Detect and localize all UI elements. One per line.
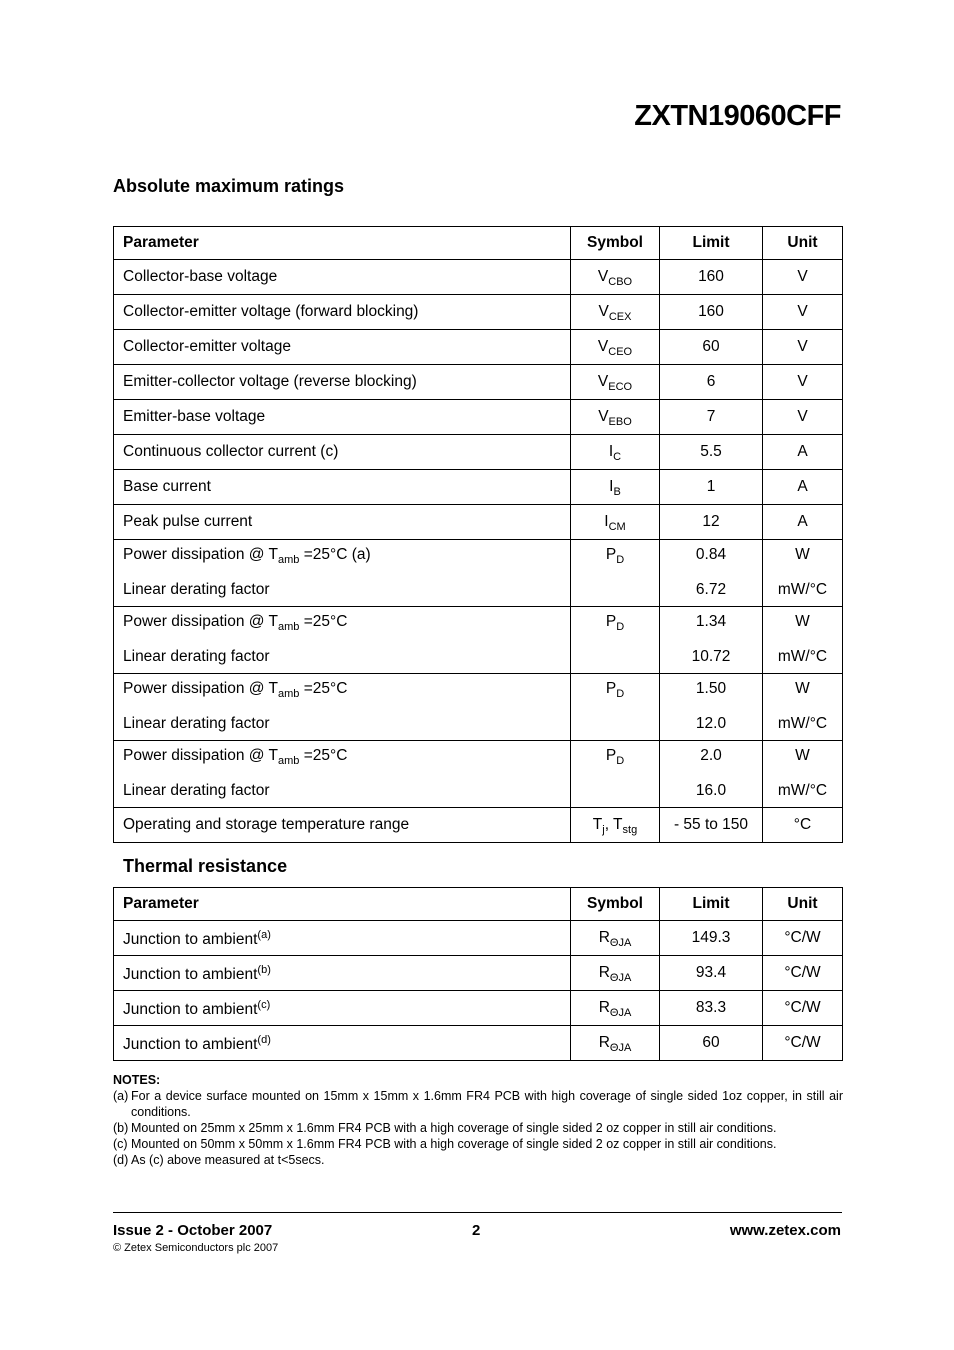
power-dissipation-text: Power dissipation @ $T_{amb} =25^\circ C$ [123,680,348,700]
table-row [114,365,843,400]
unit-cell [763,1026,843,1061]
limit-cell [660,365,763,400]
limit-value: 1.34 [695,613,727,630]
footer-page-number: 2 [472,1222,481,1239]
parameter-cell [114,295,571,330]
note-text: Mounted on 25mm x 25mm x 1.6mm FR4 PCB with a high coverage of single sided 2 oz copper in still air conditions. [131,1121,777,1135]
limit-value: 60 [702,1034,720,1051]
symbol-cell [571,295,660,330]
symbol-subscript: CEX [608,311,632,323]
symbol-base: P [605,680,617,697]
unit-value: W [795,680,810,697]
table-row [114,505,843,540]
table-row [114,400,843,435]
limit-cell [660,470,763,505]
unit-cell [763,808,843,843]
unit-value: °C [793,816,812,833]
note-item [113,1152,843,1168]
note-text: Mounted on 50mm x 50mm x 1.6mm FR4 PCB with a high coverage of single sided 2 oz copper in still air conditions. [131,1137,777,1151]
parameter-cell [114,505,571,540]
limit-cell [660,505,763,540]
unit-value: W [795,546,810,563]
symbol [598,929,632,949]
limit-value-derating: 10.72 [691,648,731,665]
footnote-marker: (b) [257,964,271,976]
thermal-resistance-table [113,887,843,1061]
table-row [114,295,843,330]
parameter-cell [114,400,571,435]
symbol-cell [571,505,660,540]
limit-cell [660,435,763,470]
table-row [114,330,843,365]
symbol-cell [571,607,660,674]
power-dissipation-text: Power dissipation @ $T_{amb} =25^\circ C$ (a) [123,546,371,566]
section-heading-thermal-resistance: Thermal resistance [123,856,288,876]
column-header-parameter: Parameter [114,227,571,260]
note-item [113,1088,843,1120]
symbol-subscript: B [613,486,621,498]
unit-value-derating: mW/°C [777,581,828,598]
symbol-subscript: stg [622,824,638,836]
unit-value: °C/W [784,964,821,981]
derating-text: Linear derating factor [123,782,270,799]
unit-value-derating: mW/°C [777,715,828,732]
column-header-limit: Limit [660,888,763,921]
limit-value: - 55 to 150 [673,816,749,833]
note-item [113,1136,843,1152]
symbol [598,1034,632,1054]
column-header-symbol: Symbol [571,888,660,921]
symbol-subscript: ECO [608,381,633,393]
unit-value: °C/W [784,1034,821,1051]
symbol [597,338,633,358]
symbol-base: V [598,408,609,425]
power-dissipation-text: Power dissipation @ $T_{amb} =25^\circ C$ [123,613,348,633]
symbol-subscript: CM [608,521,626,533]
unit-cell [763,470,843,505]
table-row [114,674,843,741]
note-text: For a device surface mounted on 15mm x 15mm x 1.6mm FR4 PCB with high coverage of single sided 1oz copper, in still air conditions. [131,1089,843,1119]
column-header-parameter: Parameter [114,888,571,921]
limit-cell [660,1026,763,1061]
unit-cell [763,505,843,540]
symbol-subscript: D [616,621,625,633]
limit-value: 160 [698,268,724,285]
section-heading-absolute-maximum-ratings: Absolute maximum ratings [113,176,345,196]
parameter-text: Peak pulse current [123,513,253,530]
parameter-cell [114,991,571,1026]
limit-cell [660,260,763,295]
symbol [609,478,621,498]
symbol-base: P [605,747,617,764]
parameter-cell [114,365,571,400]
symbol [605,546,625,566]
footer-copyright: © Zetex Semiconductors plc 2007 [113,1242,279,1254]
symbol-subscript: D [616,554,625,566]
parameter-text: Continuous collector current (c) [123,443,339,460]
parameter-text: Junction to ambient$^{(a)}$ [123,929,271,948]
limit-cell [660,991,763,1026]
notes-block [113,1072,843,1168]
derating-text: Linear derating factor [123,715,270,732]
unit-value: V [797,303,808,320]
symbol-base: V [597,268,609,285]
limit-cell [660,607,763,674]
derating-text: Linear derating factor [123,581,270,598]
footer-website-link[interactable]: www.zetex.com [729,1222,841,1239]
table-row [114,260,843,295]
unit-cell [763,991,843,1026]
notes-heading: NOTES: [113,1073,161,1087]
limit-cell [660,921,763,956]
parameter-cell [114,435,571,470]
note-key: (d) [113,1153,129,1167]
symbol-subscript: EBO [608,416,632,428]
footer-issue: Issue 2 - October 2007 [113,1222,273,1239]
symbol-cell [571,674,660,741]
note-key: (c) [113,1137,128,1151]
parameter-cell [114,956,571,991]
parameter-text: Emitter-base voltage [123,408,266,425]
symbol [608,443,622,463]
unit-cell [763,330,843,365]
symbol-cell [571,365,660,400]
unit-cell [763,365,843,400]
table-row [114,808,843,843]
unit-cell [763,435,843,470]
unit-value: A [797,443,808,460]
parameter-cell [114,540,571,607]
symbol-subscript: C [613,451,622,463]
symbol-cell [571,435,660,470]
parameter-cell [114,607,571,674]
power-dissipation-text: Power dissipation @ $T_{amb} =25^\circ C$ [123,747,348,767]
symbol [597,373,633,393]
symbol-subscript: j [602,824,605,836]
symbol [605,747,625,767]
symbol-subscript: ΘJA [609,972,632,984]
parameter-cell [114,921,571,956]
footnote-marker: (a) [257,929,271,941]
symbol [598,408,632,428]
symbol-subscript: CEO [608,346,633,358]
unit-value-derating: mW/°C [777,648,828,665]
note-item [113,1120,843,1136]
table-row [114,435,843,470]
unit-value: V [797,338,808,355]
limit-value: 7 [706,408,716,425]
parameter-cell [114,1026,571,1061]
parameter-cell [114,260,571,295]
table-row [114,921,843,956]
parameter-cell [114,330,571,365]
column-header-unit: Unit [763,888,843,921]
column-header-limit: Limit [660,227,763,260]
unit-cell [763,921,843,956]
symbol-subscript: D [616,755,625,767]
limit-value: 83.3 [695,999,727,1016]
parameter-text: Junction to ambient$^{(b)}$ [123,964,271,983]
table-row [114,991,843,1026]
note-key: (a) [113,1089,129,1103]
unit-value: A [797,478,808,495]
symbol-base: V [597,338,609,355]
symbol-subscript: D [616,688,625,700]
symbol-subscript: ΘJA [609,1042,632,1054]
symbol-base: V [597,373,609,390]
table-row [114,607,843,674]
symbol-cell [571,330,660,365]
limit-value-derating: 6.72 [695,581,727,598]
unit-value: V [797,408,808,425]
table-row [114,470,843,505]
symbol-base: P [605,613,617,630]
unit-value: V [797,373,808,390]
parameter-text: Base current [123,478,211,495]
column-header-unit: Unit [763,227,843,260]
symbol-cell [571,540,660,607]
limit-value: 60 [702,338,720,355]
symbol-base: T [592,816,603,833]
parameter-text: Operating and storage temperature range [123,816,410,833]
parameter-cell [114,741,571,808]
symbol-base: V [598,303,609,320]
parameter-text: Junction to ambient$^{(c)}$ [123,999,271,1018]
limit-value: 1.50 [695,680,727,697]
limit-cell [660,400,763,435]
limit-value: 12 [702,513,720,530]
symbol [605,613,625,633]
document-title: ZXTN19060CFF [634,100,841,132]
symbol-cell [571,1026,660,1061]
symbol [598,303,632,323]
limit-cell [660,295,763,330]
parameter-cell [114,470,571,505]
symbol [605,680,625,700]
symbol-cell [571,921,660,956]
unit-value: °C/W [784,929,821,946]
unit-value: A [797,513,808,530]
symbol-cell [571,956,660,991]
limit-value: 6 [706,373,716,390]
unit-cell [763,295,843,330]
parameter-cell [114,674,571,741]
symbol-subscript: CBO [608,276,633,288]
symbol [597,268,633,288]
symbol-base: I [608,443,614,460]
symbol-base: I [604,513,609,530]
absolute-maximum-ratings-table [113,226,843,843]
limit-value: 0.84 [695,546,727,563]
limit-cell [660,956,763,991]
limit-value: 2.0 [700,747,722,764]
unit-cell [763,674,843,741]
table-header-row [114,888,843,921]
unit-value: V [797,268,808,285]
table-row [114,956,843,991]
symbol-base: R [598,999,610,1016]
unit-cell [763,741,843,808]
symbol-base: T [613,816,623,833]
note-key: (b) [113,1121,129,1135]
unit-cell [763,607,843,674]
symbol-cell [571,400,660,435]
footnote-marker: (d) [257,1034,271,1046]
limit-cell [660,540,763,607]
limit-value: 1 [706,478,716,495]
symbol-base: R [598,964,610,981]
limit-value: 5.5 [700,443,722,460]
footnote-marker: (c) [257,999,271,1011]
limit-cell [660,674,763,741]
symbol-cell [571,260,660,295]
limit-value-derating: 16.0 [695,782,727,799]
table-header-row [114,227,843,260]
parameter-text: Collector-emitter voltage [123,338,291,355]
parameter-text: Collector-base voltage [123,268,278,285]
unit-cell [763,540,843,607]
limit-cell [660,741,763,808]
parameter-text: Collector-emitter voltage (forward blocking) [123,303,419,320]
symbol-base: R [598,929,610,946]
table-row [114,1026,843,1061]
symbol-cell [571,470,660,505]
symbol [592,816,605,836]
symbol [598,964,632,984]
table-row [114,741,843,808]
table-row [114,540,843,607]
parameter-text: Junction to ambient$^{(d)}$ [123,1034,271,1053]
column-header-symbol: Symbol [571,227,660,260]
limit-value: 160 [698,303,724,320]
unit-cell [763,400,843,435]
unit-value: W [795,747,810,764]
note-text: As (c) above measured at t<5secs. [131,1153,325,1167]
symbol-base: R [598,1034,610,1051]
symbol-cell [571,741,660,808]
limit-value-derating: 12.0 [695,715,727,732]
unit-cell [763,956,843,991]
symbol [598,999,632,1019]
symbol [604,513,626,533]
symbol-cell [571,991,660,1026]
unit-value-derating: mW/°C [777,782,828,799]
symbol-base: P [605,546,617,563]
limit-cell [660,330,763,365]
symbol-subscript: ΘJA [609,1007,632,1019]
footer-divider [113,1212,842,1213]
limit-value: 93.4 [695,964,727,981]
unit-cell [763,260,843,295]
derating-text: Linear derating factor [123,648,270,665]
limit-cell [660,808,763,843]
unit-value: °C/W [784,999,821,1016]
limit-value: 149.3 [691,929,731,946]
unit-value: W [795,613,810,630]
parameter-cell [114,808,571,843]
symbol-subscript: ΘJA [609,937,632,949]
symbol-cell: $T_j$, $T_{stg}$ [571,808,660,843]
symbol-base: I [609,478,614,495]
parameter-text: Emitter-collector voltage (reverse blocking) [123,373,417,390]
